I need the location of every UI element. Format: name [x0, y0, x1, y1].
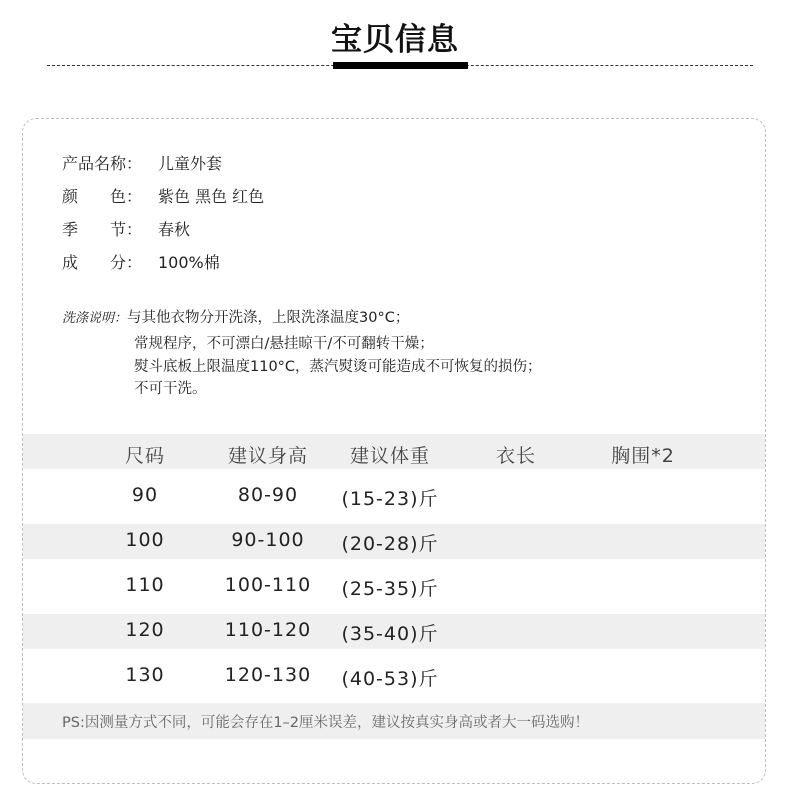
table-header-cell: 胸围*2 [611, 445, 675, 467]
info-row-color [62, 184, 264, 207]
table-cell: 130 [125, 664, 165, 686]
table-header-cell: 建议身高 [227, 445, 308, 467]
table-cell: 110 [125, 574, 165, 596]
table-header-cell: 建议体重 [349, 445, 430, 467]
info-row-name [62, 151, 222, 174]
table-row [23, 649, 765, 704]
measurement-note: PS:因测量方式不同，可能会存在1–2厘米误差，建议按真实身高或者大一码选购！ [62, 715, 590, 731]
info-value: 春秋 [158, 220, 191, 239]
info-label: 成 分： [62, 253, 143, 272]
table-header-cell: 尺码 [124, 445, 165, 467]
table-cell: (15-23)斤 [341, 488, 439, 510]
table-cell: 110-120 [224, 619, 312, 641]
washing-line: 与其他衣物分开洗涤，上限洗涤温度30°C； [127, 310, 410, 326]
table-cell: (35-40)斤 [341, 623, 439, 645]
info-value: 紫色 黑色 红色 [158, 187, 265, 206]
info-row-material [62, 250, 220, 273]
info-label: 颜 色： [62, 187, 143, 206]
table-cell: 120 [125, 619, 165, 641]
washing-line: 常规程序，不可漂白/悬挂晾干/不可翻转干燥； [134, 336, 434, 352]
washing-instructions [62, 307, 409, 331]
table-row [23, 524, 765, 559]
washing-line: 不可干洗。 [134, 381, 207, 397]
info-label: 季 节： [62, 220, 143, 239]
table-header-cell: 衣长 [495, 445, 536, 467]
table-cell: 100 [125, 529, 165, 551]
info-row-season [62, 217, 190, 240]
washing-line: 熨斗底板上限温度110°C，蒸汽熨烫可能造成不可恢复的损伤； [134, 359, 542, 375]
info-value: 100%棉 [158, 253, 220, 272]
table-cell: (40-53)斤 [341, 668, 439, 690]
table-cell: (20-28)斤 [341, 533, 439, 555]
table-cell: (25-35)斤 [341, 578, 439, 600]
info-label: 产品名称： [62, 154, 143, 173]
info-value: 儿童外套 [158, 154, 223, 173]
page-title: 宝贝信息 [331, 22, 459, 58]
table-row [23, 469, 765, 524]
title-underline-bar [333, 62, 468, 69]
table-cell: 90-100 [231, 529, 305, 551]
table-header-row [23, 434, 765, 469]
table-row [23, 559, 765, 614]
table-cell: 100-110 [224, 574, 312, 596]
table-cell: 80-90 [237, 484, 299, 506]
table-cell: 120-130 [224, 664, 312, 686]
table-row [23, 614, 765, 649]
table-cell: 90 [131, 484, 159, 506]
washing-label: 洗涤说明： [62, 311, 128, 326]
